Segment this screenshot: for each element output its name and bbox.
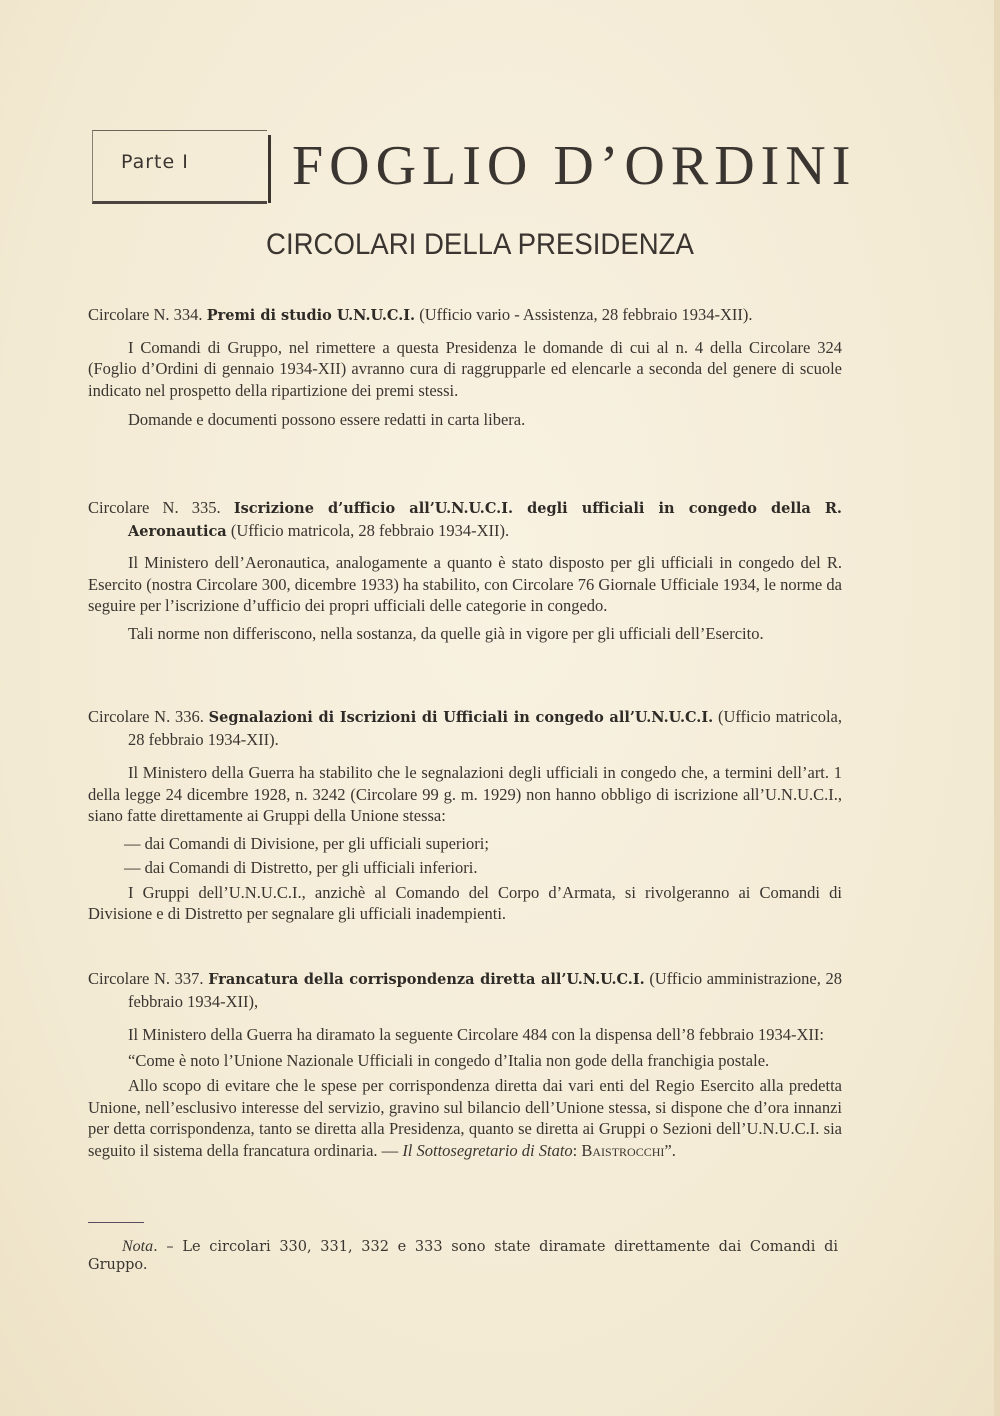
circular-number: Circolare N. 337. [88,969,204,988]
footnote-label: Nota [122,1238,154,1255]
paragraph: I Comandi di Gruppo, nel rimettere a questa Presidenza le domande di cui al n. 4 della Circolare 324 (Foglio d’Ordini di gennaio 1934-XII) avranno cura di raggrupparle ed elencarle a seconda del genere di scuole indicato nel prospetto della ripartizione dei premi stessi. [88,337,842,400]
circular-heading [88,304,842,327]
dash-item: — dai Comandi di Distretto, per gli ufficiali inferiori. [124,858,478,877]
section-title: CIRCOLARI DELLA PRESIDENZA [266,228,694,261]
circular-meta: (Ufficio matricola, 28 febbraio 1934-XII). [230,520,510,540]
footnote-rule [88,1222,144,1223]
page-edge [994,0,1000,1416]
footnote [88,1238,838,1274]
signature-role: Il Sottosegretario di Stato [402,1140,573,1160]
circular-heading [88,968,842,1012]
page-title: FOGLIO D’ORDINI [292,135,857,197]
quote-paragraph: “Come è noto l’Unione Nazionale Ufficiali in congedo d’Italia non gode della franchigia postale. [128,1050,770,1070]
circular-334 [88,304,842,435]
circular-title: Francatura della corrispondenza diretta all’U.N.U.C.I. [208,971,645,988]
quote-close: ”. [664,1140,676,1160]
paragraph: Il Ministero della Guerra ha diramato la seguente Circolare 484 con la dispensa dell’8 febbraio 1934-XII: [128,1025,824,1044]
circular-337 [88,968,842,1165]
signature-name: Baistrocchi [581,1140,665,1160]
circular-heading [88,497,842,542]
circular-title: Premi di studio U.N.U.C.I. [206,307,416,324]
paragraph: Il Ministero della Guerra ha stabilito che le segnalazioni degli ufficiali in congedo che, a termini dell’art. 1 della legge 24 dicembre 1928, n. 3242 (Circolare 99 g. m. 1929) non hanno obbligo di iscrizione all’U.N.U.C.I., siano fatte direttamente ai Gruppi della Unione stessa: [88,763,842,825]
dash-item: — dai Comandi di Divisione, per gli ufficiali superiori; [124,833,489,853]
circular-title: Iscrizione d’ufficio all’U.N.U.C.I. degli ufficiali in congedo della R. Aeronautica [128,500,842,540]
circular-heading [88,706,842,750]
circular-meta: (Ufficio vario - Assistenza, 28 febbraio 1934-XII). [419,305,753,324]
circular-336 [88,706,842,929]
part-box-divider [268,135,271,203]
paragraph: Domande e documenti possono essere redatti in carta libera. [128,410,526,429]
paragraph: Il Ministero dell’Aeronautica, analogamente a quanto è stato disposto per gli ufficiali in congedo del R. Esercito (nostra Circolare 300, dicembre 1933) ha stabilito, con Circolare 76 Giornale Ufficiale 1934, le norme da seguire per l’iscrizione d’ufficio dei propri ufficiali delle categorie in congedo. [88,553,842,615]
part-label: Parte I [121,151,189,173]
circular-number: Circolare N. 335. [88,498,221,517]
paragraph-text: Allo scopo di evitare che le spese per corrispondenza diretta dai vari enti del Regio Esercito alla predetta Unione, nell’esclusivo interesse del servizio, gravino sul bilancio dell’Unione stessa, si dispone che d’ora innanzi per detta corrispondenza, tanto se diretta alla Presidenza, quanto se diretta ai Gruppi o Sezioni dell’U.N.U.C.I. sia seguito il sistema della francatura ordinaria. — [88,1076,842,1160]
circular-number: Circolare N. 336. [88,707,204,726]
circular-meta: (Ufficio amministrazione, 28 febbraio 1934-XII), [128,969,843,1011]
part-box [92,130,267,204]
circular-title: Segnalazioni di Iscrizioni di Ufficiali in congedo all’U.N.U.C.I. [208,709,714,726]
circular-meta: (Ufficio matricola, 28 febbraio 1934-XII). [128,707,843,749]
paragraph: Tali norme non differiscono, nella sostanza, da quelle già in vigore per gli ufficiali dell’Esercito. [128,623,764,643]
circular-number: Circolare N. 334. [88,305,203,324]
footnote-text: . – Le circolari 330, 331, 332 e 333 sono state diramate direttamente dai Comandi di Gruppo. [88,1239,838,1273]
paragraph: I Gruppi dell’U.N.U.C.I., anzichè al Comando del Corpo d’Armata, si rivolgeranno ai Comandi di Divisione e di Distretto per segnalare gli ufficiali inadempienti. [88,882,842,923]
circular-335 [88,497,842,648]
quote-paragraph: Allo scopo di evitare che le spese per corrispondenza diretta dai vari enti del Regio Esercito alla predetta Unione, nell’esclusivo interesse del servizio, gravino sul bilancio dell’Unione stessa, si dispone che d’ora innanzi per detta corrispondenza, tanto se diretta alla Presidenza, quanto se diretta ai Gruppi o Sezioni dell’U.N.U.C.I. sia seguito il sistema della francatura ordinaria. — Il Sottosegretario di Stato: Baistrocchi”. [88,1076,842,1160]
